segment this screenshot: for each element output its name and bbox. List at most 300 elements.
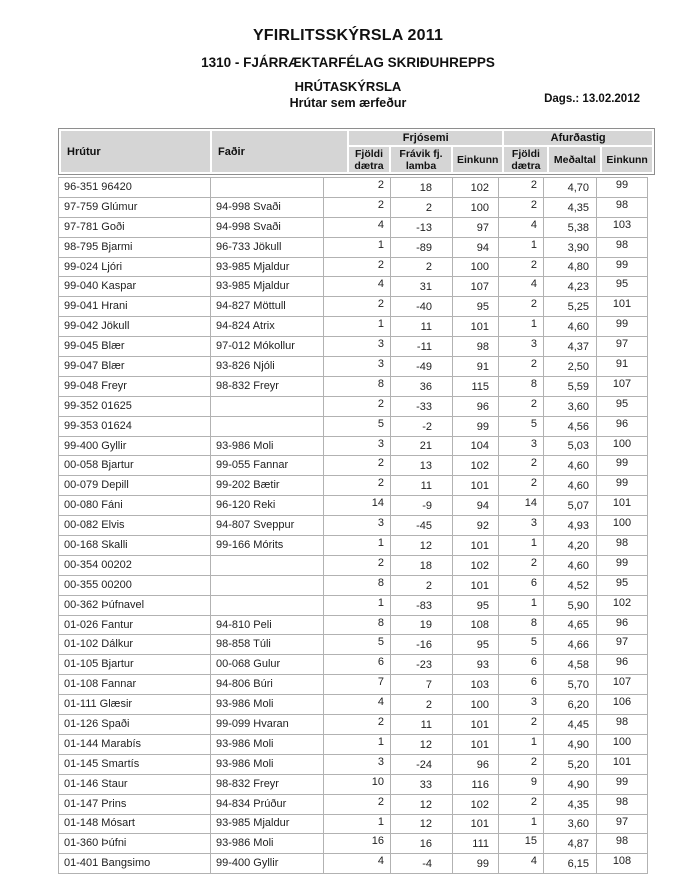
cell-fjoldi-daetra-frjosemi: 2	[324, 197, 391, 217]
cell-einkunn-afurda: 101	[597, 297, 648, 317]
cell-fjoldi-daetra-frjosemi: 4	[324, 854, 391, 874]
table-row	[59, 675, 648, 695]
cell-einkunn-afurda: 102	[597, 595, 648, 615]
report-subtitle: Hrútar sem ærfeður	[289, 96, 407, 110]
cell-fjoldi-daetra-frjosemi: 2	[324, 715, 391, 735]
cell-hrutur: 99-352 01625	[59, 396, 211, 416]
cell-fravik-fj-lamba: 33	[391, 774, 453, 794]
cell-fjoldi-daetra-afurda: 1	[499, 814, 544, 834]
cell-einkunn-frjosemi: 92	[453, 516, 499, 536]
cell-einkunn-frjosemi: 108	[453, 615, 499, 635]
cell-einkunn-afurda: 96	[597, 655, 648, 675]
table-row	[59, 794, 648, 814]
cell-fravik-fj-lamba: 11	[391, 715, 453, 735]
table-row	[59, 436, 648, 456]
cell-fravik-fj-lamba: 12	[391, 734, 453, 754]
cell-fjoldi-daetra-afurda: 8	[499, 615, 544, 635]
cell-fravik-fj-lamba: -24	[391, 754, 453, 774]
cell-einkunn-afurda: 96	[597, 615, 648, 635]
cell-hrutur: 99-045 Blær	[59, 337, 211, 357]
col-group-afurdastig: Afurðastig	[504, 131, 651, 145]
cell-fravik-fj-lamba: 19	[391, 615, 453, 635]
cell-einkunn-afurda: 101	[597, 754, 648, 774]
table-row	[59, 496, 648, 516]
cell-fravik-fj-lamba: -83	[391, 595, 453, 615]
table-row	[59, 297, 648, 317]
cell-fravik-fj-lamba: -9	[391, 496, 453, 516]
table-row	[59, 237, 648, 257]
cell-einkunn-afurda: 95	[597, 575, 648, 595]
cell-hrutur: 99-042 Jökull	[59, 317, 211, 337]
cell-einkunn-frjosemi: 93	[453, 655, 499, 675]
cell-fravik-fj-lamba: 11	[391, 476, 453, 496]
cell-fravik-fj-lamba: 7	[391, 675, 453, 695]
table-row	[59, 774, 648, 794]
cell-fadir	[211, 595, 324, 615]
cell-einkunn-afurda: 107	[597, 376, 648, 396]
cell-hrutur: 00-082 Elvis	[59, 516, 211, 536]
table-row	[59, 655, 648, 675]
cell-fjoldi-daetra-afurda: 2	[499, 357, 544, 377]
cell-einkunn-frjosemi: 104	[453, 436, 499, 456]
col-header-hrutur: Hrútur	[61, 131, 210, 172]
cell-fravik-fj-lamba: 18	[391, 555, 453, 575]
cell-hrutur: 01-145 Smartís	[59, 754, 211, 774]
table-row	[59, 615, 648, 635]
page-title: YFIRLITSSKÝRSLA 2011	[252, 27, 444, 44]
cell-fadir: 93-986 Moli	[211, 695, 324, 715]
cell-medaltal: 5,70	[544, 675, 597, 695]
cell-fjoldi-daetra-frjosemi: 2	[324, 396, 391, 416]
cell-fjoldi-daetra-afurda: 8	[499, 376, 544, 396]
cell-einkunn-frjosemi: 101	[453, 476, 499, 496]
cell-einkunn-frjosemi: 95	[453, 297, 499, 317]
cell-fjoldi-daetra-afurda: 1	[499, 237, 544, 257]
cell-fjoldi-daetra-afurda: 4	[499, 854, 544, 874]
cell-hrutur: 01-148 Mósart	[59, 814, 211, 834]
cell-fravik-fj-lamba: -49	[391, 357, 453, 377]
cell-hrutur: 99-041 Hrani	[59, 297, 211, 317]
cell-fadir	[211, 416, 324, 436]
cell-einkunn-afurda: 97	[597, 814, 648, 834]
col-group-frjosemi: Frjósemi	[349, 131, 502, 145]
cell-fjoldi-daetra-frjosemi: 2	[324, 456, 391, 476]
cell-einkunn-frjosemi: 101	[453, 536, 499, 556]
cell-fadir: 93-985 Mjaldur	[211, 814, 324, 834]
table-row	[59, 695, 648, 715]
cell-einkunn-frjosemi: 100	[453, 695, 499, 715]
table-row	[59, 516, 648, 536]
cell-fravik-fj-lamba: -2	[391, 416, 453, 436]
cell-einkunn-afurda: 98	[597, 834, 648, 854]
cell-fjoldi-daetra-afurda: 3	[499, 337, 544, 357]
cell-fjoldi-daetra-frjosemi: 2	[324, 794, 391, 814]
cell-fjoldi-daetra-afurda: 2	[499, 754, 544, 774]
cell-medaltal: 4,56	[544, 416, 597, 436]
cell-einkunn-afurda: 100	[597, 436, 648, 456]
cell-einkunn-frjosemi: 96	[453, 396, 499, 416]
cell-fjoldi-daetra-frjosemi: 16	[324, 834, 391, 854]
cell-fadir	[211, 396, 324, 416]
cell-fjoldi-daetra-afurda: 2	[499, 794, 544, 814]
cell-hrutur: 00-355 00200	[59, 575, 211, 595]
cell-fjoldi-daetra-frjosemi: 4	[324, 695, 391, 715]
table-row	[59, 337, 648, 357]
cell-fadir: 96-120 Reki	[211, 496, 324, 516]
cell-einkunn-frjosemi: 101	[453, 317, 499, 337]
cell-fjoldi-daetra-afurda: 1	[499, 317, 544, 337]
cell-medaltal: 4,66	[544, 635, 597, 655]
col-header-einkunn-1: Einkunn	[453, 147, 502, 172]
cell-medaltal: 4,45	[544, 715, 597, 735]
cell-fadir: 98-832 Freyr	[211, 774, 324, 794]
cell-fjoldi-daetra-frjosemi: 4	[324, 277, 391, 297]
cell-einkunn-frjosemi: 99	[453, 854, 499, 874]
cell-fravik-fj-lamba: 16	[391, 834, 453, 854]
cell-einkunn-afurda: 99	[597, 456, 648, 476]
cell-fjoldi-daetra-afurda: 2	[499, 197, 544, 217]
table-header	[58, 128, 655, 175]
cell-einkunn-afurda: 98	[597, 197, 648, 217]
cell-fjoldi-daetra-frjosemi: 2	[324, 257, 391, 277]
table-row	[59, 416, 648, 436]
cell-medaltal: 5,90	[544, 595, 597, 615]
cell-fadir: 94-827 Möttull	[211, 297, 324, 317]
cell-fjoldi-daetra-frjosemi: 2	[324, 297, 391, 317]
cell-medaltal: 3,90	[544, 237, 597, 257]
table-row	[59, 357, 648, 377]
cell-fadir: 93-985 Mjaldur	[211, 257, 324, 277]
cell-medaltal: 4,80	[544, 257, 597, 277]
report-table-body	[59, 178, 648, 874]
cell-fjoldi-daetra-afurda: 2	[499, 257, 544, 277]
col-header-fjoldi-daetra-1: Fjöldi dætra	[349, 147, 389, 172]
cell-einkunn-frjosemi: 111	[453, 834, 499, 854]
cell-fadir: 97-012 Mókollur	[211, 337, 324, 357]
cell-hrutur: 99-047 Blær	[59, 357, 211, 377]
cell-einkunn-frjosemi: 95	[453, 595, 499, 615]
cell-fravik-fj-lamba: 2	[391, 575, 453, 595]
cell-medaltal: 4,90	[544, 774, 597, 794]
cell-fjoldi-daetra-afurda: 2	[499, 178, 544, 198]
cell-medaltal: 4,20	[544, 536, 597, 556]
cell-fjoldi-daetra-frjosemi: 7	[324, 675, 391, 695]
cell-medaltal: 4,90	[544, 734, 597, 754]
cell-einkunn-afurda: 91	[597, 357, 648, 377]
cell-fadir	[211, 178, 324, 198]
cell-fjoldi-daetra-afurda: 1	[499, 595, 544, 615]
table-row	[59, 178, 648, 198]
table-row	[59, 277, 648, 297]
cell-einkunn-afurda: 99	[597, 774, 648, 794]
cell-fjoldi-daetra-afurda: 1	[499, 536, 544, 556]
cell-fadir: 99-166 Mórits	[211, 536, 324, 556]
cell-fravik-fj-lamba: -16	[391, 635, 453, 655]
cell-fadir: 93-986 Moli	[211, 834, 324, 854]
cell-fravik-fj-lamba: -40	[391, 297, 453, 317]
cell-hrutur: 01-111 Glæsir	[59, 695, 211, 715]
cell-einkunn-frjosemi: 115	[453, 376, 499, 396]
cell-einkunn-frjosemi: 91	[453, 357, 499, 377]
cell-fjoldi-daetra-frjosemi: 8	[324, 615, 391, 635]
table-row	[59, 635, 648, 655]
cell-einkunn-frjosemi: 101	[453, 715, 499, 735]
cell-fravik-fj-lamba: 18	[391, 178, 453, 198]
table-row	[59, 376, 648, 396]
cell-medaltal: 2,50	[544, 357, 597, 377]
cell-fjoldi-daetra-frjosemi: 2	[324, 555, 391, 575]
cell-fjoldi-daetra-frjosemi: 10	[324, 774, 391, 794]
cell-einkunn-afurda: 99	[597, 555, 648, 575]
table-row	[59, 715, 648, 735]
cell-fadir: 96-733 Jökull	[211, 237, 324, 257]
table-row	[59, 456, 648, 476]
table-row	[59, 197, 648, 217]
cell-fjoldi-daetra-frjosemi: 2	[324, 476, 391, 496]
cell-fjoldi-daetra-frjosemi: 3	[324, 436, 391, 456]
cell-fadir: 98-858 Túli	[211, 635, 324, 655]
cell-einkunn-afurda: 97	[597, 337, 648, 357]
cell-medaltal: 4,70	[544, 178, 597, 198]
cell-einkunn-afurda: 98	[597, 794, 648, 814]
cell-fjoldi-daetra-frjosemi: 4	[324, 217, 391, 237]
cell-fadir: 94-807 Sveppur	[211, 516, 324, 536]
cell-fadir	[211, 555, 324, 575]
cell-fravik-fj-lamba: 21	[391, 436, 453, 456]
cell-hrutur: 99-048 Freyr	[59, 376, 211, 396]
cell-fravik-fj-lamba: 11	[391, 317, 453, 337]
cell-fadir: 99-202 Bætir	[211, 476, 324, 496]
cell-fjoldi-daetra-afurda: 3	[499, 516, 544, 536]
cell-einkunn-frjosemi: 97	[453, 217, 499, 237]
cell-fjoldi-daetra-afurda: 6	[499, 675, 544, 695]
cell-hrutur: 98-795 Bjarmi	[59, 237, 211, 257]
cell-fjoldi-daetra-afurda: 1	[499, 734, 544, 754]
cell-fjoldi-daetra-frjosemi: 6	[324, 655, 391, 675]
cell-einkunn-frjosemi: 100	[453, 257, 499, 277]
cell-hrutur: 01-126 Spaði	[59, 715, 211, 735]
cell-medaltal: 5,38	[544, 217, 597, 237]
cell-einkunn-frjosemi: 94	[453, 496, 499, 516]
cell-medaltal: 4,87	[544, 834, 597, 854]
cell-fjoldi-daetra-afurda: 5	[499, 635, 544, 655]
table-row	[59, 854, 648, 874]
cell-einkunn-afurda: 95	[597, 396, 648, 416]
cell-fjoldi-daetra-frjosemi: 2	[324, 178, 391, 198]
cell-einkunn-afurda: 99	[597, 257, 648, 277]
cell-fjoldi-daetra-afurda: 9	[499, 774, 544, 794]
cell-medaltal: 4,60	[544, 476, 597, 496]
table-row	[59, 396, 648, 416]
cell-fadir	[211, 575, 324, 595]
cell-medaltal: 3,60	[544, 814, 597, 834]
cell-einkunn-frjosemi: 102	[453, 555, 499, 575]
table-row	[59, 814, 648, 834]
cell-medaltal: 6,15	[544, 854, 597, 874]
cell-fjoldi-daetra-afurda: 6	[499, 655, 544, 675]
cell-fjoldi-daetra-afurda: 14	[499, 496, 544, 516]
cell-fadir: 94-810 Peli	[211, 615, 324, 635]
cell-einkunn-afurda: 101	[597, 496, 648, 516]
cell-hrutur: 01-026 Fantur	[59, 615, 211, 635]
cell-fadir: 93-826 Njóli	[211, 357, 324, 377]
cell-fadir: 99-099 Hvaran	[211, 715, 324, 735]
cell-einkunn-frjosemi: 102	[453, 456, 499, 476]
cell-fjoldi-daetra-afurda: 5	[499, 416, 544, 436]
cell-fadir: 94-834 Prúður	[211, 794, 324, 814]
cell-fjoldi-daetra-afurda: 3	[499, 695, 544, 715]
cell-fjoldi-daetra-frjosemi: 1	[324, 595, 391, 615]
cell-fravik-fj-lamba: -89	[391, 237, 453, 257]
cell-einkunn-afurda: 100	[597, 734, 648, 754]
cell-medaltal: 4,60	[544, 317, 597, 337]
cell-fjoldi-daetra-afurda: 6	[499, 575, 544, 595]
cell-einkunn-frjosemi: 99	[453, 416, 499, 436]
col-header-fjoldi-daetra-2: Fjöldi dætra	[504, 147, 547, 172]
cell-fravik-fj-lamba: 13	[391, 456, 453, 476]
header-group-row	[61, 131, 652, 145]
cell-fadir: 93-986 Moli	[211, 754, 324, 774]
cell-fadir: 94-824 Atrix	[211, 317, 324, 337]
cell-hrutur: 00-354 00202	[59, 555, 211, 575]
cell-fjoldi-daetra-afurda: 2	[499, 456, 544, 476]
report-date: Dags.: 13.02.2012	[544, 93, 640, 105]
cell-fjoldi-daetra-afurda: 2	[499, 396, 544, 416]
col-header-fravik: Frávik fj. lamba	[391, 147, 451, 172]
cell-fravik-fj-lamba: 12	[391, 794, 453, 814]
cell-einkunn-afurda: 96	[597, 416, 648, 436]
cell-fravik-fj-lamba: 12	[391, 814, 453, 834]
cell-fravik-fj-lamba: 2	[391, 197, 453, 217]
cell-fadir: 93-986 Moli	[211, 734, 324, 754]
cell-fadir: 00-068 Gulur	[211, 655, 324, 675]
cell-fjoldi-daetra-frjosemi: 3	[324, 337, 391, 357]
cell-fravik-fj-lamba: -45	[391, 516, 453, 536]
cell-medaltal: 5,59	[544, 376, 597, 396]
cell-einkunn-afurda: 98	[597, 536, 648, 556]
cell-einkunn-afurda: 108	[597, 854, 648, 874]
cell-fjoldi-daetra-frjosemi: 8	[324, 376, 391, 396]
cell-medaltal: 4,35	[544, 794, 597, 814]
cell-einkunn-afurda: 107	[597, 675, 648, 695]
cell-einkunn-frjosemi: 96	[453, 754, 499, 774]
table-row	[59, 595, 648, 615]
report-type-title: HRÚTASKÝRSLA	[294, 79, 402, 94]
cell-fadir: 94-998 Svaði	[211, 197, 324, 217]
cell-fjoldi-daetra-frjosemi: 1	[324, 536, 391, 556]
cell-fjoldi-daetra-frjosemi: 3	[324, 357, 391, 377]
cell-fadir: 99-055 Fannar	[211, 456, 324, 476]
cell-fravik-fj-lamba: 2	[391, 695, 453, 715]
cell-fjoldi-daetra-frjosemi: 3	[324, 516, 391, 536]
table-row	[59, 217, 648, 237]
cell-hrutur: 01-360 Þúfni	[59, 834, 211, 854]
cell-einkunn-frjosemi: 102	[453, 794, 499, 814]
cell-hrutur: 99-040 Kaspar	[59, 277, 211, 297]
cell-hrutur: 96-351 96420	[59, 178, 211, 198]
cell-fadir: 98-832 Freyr	[211, 376, 324, 396]
cell-fravik-fj-lamba: -13	[391, 217, 453, 237]
cell-medaltal: 5,07	[544, 496, 597, 516]
cell-einkunn-afurda: 95	[597, 277, 648, 297]
cell-einkunn-frjosemi: 100	[453, 197, 499, 217]
cell-fravik-fj-lamba: -23	[391, 655, 453, 675]
col-header-fadir: Faðir	[212, 131, 347, 172]
cell-hrutur: 01-144 Marabís	[59, 734, 211, 754]
cell-einkunn-afurda: 99	[597, 178, 648, 198]
cell-fravik-fj-lamba: -4	[391, 854, 453, 874]
table-row	[59, 575, 648, 595]
cell-medaltal: 4,58	[544, 655, 597, 675]
cell-hrutur: 00-058 Bjartur	[59, 456, 211, 476]
cell-medaltal: 4,60	[544, 555, 597, 575]
cell-fadir: 93-985 Mjaldur	[211, 277, 324, 297]
cell-fjoldi-daetra-afurda: 2	[499, 476, 544, 496]
cell-fravik-fj-lamba: 2	[391, 257, 453, 277]
table-row	[59, 555, 648, 575]
cell-medaltal: 5,20	[544, 754, 597, 774]
col-header-medaltal: Meðaltal	[549, 147, 600, 172]
cell-einkunn-afurda: 106	[597, 695, 648, 715]
association-title: 1310 - FJÁRRÆKTARFÉLAG SKRIÐUHREPPS	[201, 55, 495, 70]
col-header-einkunn-2: Einkunn	[602, 147, 651, 172]
report-table	[58, 177, 648, 874]
cell-einkunn-frjosemi: 103	[453, 675, 499, 695]
cell-hrutur: 97-759 Glúmur	[59, 197, 211, 217]
cell-medaltal: 3,60	[544, 396, 597, 416]
cell-einkunn-frjosemi: 101	[453, 814, 499, 834]
cell-fjoldi-daetra-afurda: 2	[499, 555, 544, 575]
cell-medaltal: 4,35	[544, 197, 597, 217]
cell-medaltal: 4,37	[544, 337, 597, 357]
cell-hrutur: 01-108 Fannar	[59, 675, 211, 695]
cell-hrutur: 01-401 Bangsimo	[59, 854, 211, 874]
cell-fjoldi-daetra-frjosemi: 5	[324, 635, 391, 655]
cell-einkunn-frjosemi: 95	[453, 635, 499, 655]
cell-hrutur: 00-079 Depill	[59, 476, 211, 496]
cell-medaltal: 4,65	[544, 615, 597, 635]
cell-hrutur: 00-080 Fáni	[59, 496, 211, 516]
cell-fravik-fj-lamba: 31	[391, 277, 453, 297]
cell-hrutur: 00-168 Skalli	[59, 536, 211, 556]
cell-einkunn-frjosemi: 116	[453, 774, 499, 794]
cell-fadir: 93-986 Moli	[211, 436, 324, 456]
table-row	[59, 734, 648, 754]
table-row	[59, 754, 648, 774]
cell-fadir: 94-806 Búri	[211, 675, 324, 695]
cell-einkunn-frjosemi: 102	[453, 178, 499, 198]
cell-fjoldi-daetra-afurda: 4	[499, 277, 544, 297]
table-row	[59, 257, 648, 277]
cell-hrutur: 99-024 Ljóri	[59, 257, 211, 277]
cell-einkunn-afurda: 103	[597, 217, 648, 237]
table-row	[59, 476, 648, 496]
cell-fravik-fj-lamba: -11	[391, 337, 453, 357]
cell-einkunn-frjosemi: 98	[453, 337, 499, 357]
cell-medaltal: 4,60	[544, 456, 597, 476]
cell-einkunn-afurda: 97	[597, 635, 648, 655]
cell-medaltal: 5,25	[544, 297, 597, 317]
cell-hrutur: 01-102 Dálkur	[59, 635, 211, 655]
cell-fravik-fj-lamba: 12	[391, 536, 453, 556]
cell-fravik-fj-lamba: -33	[391, 396, 453, 416]
cell-fjoldi-daetra-afurda: 2	[499, 715, 544, 735]
cell-fjoldi-daetra-frjosemi: 5	[324, 416, 391, 436]
cell-medaltal: 4,52	[544, 575, 597, 595]
cell-fadir: 94-998 Svaði	[211, 217, 324, 237]
cell-medaltal: 6,20	[544, 695, 597, 715]
cell-fjoldi-daetra-frjosemi: 14	[324, 496, 391, 516]
